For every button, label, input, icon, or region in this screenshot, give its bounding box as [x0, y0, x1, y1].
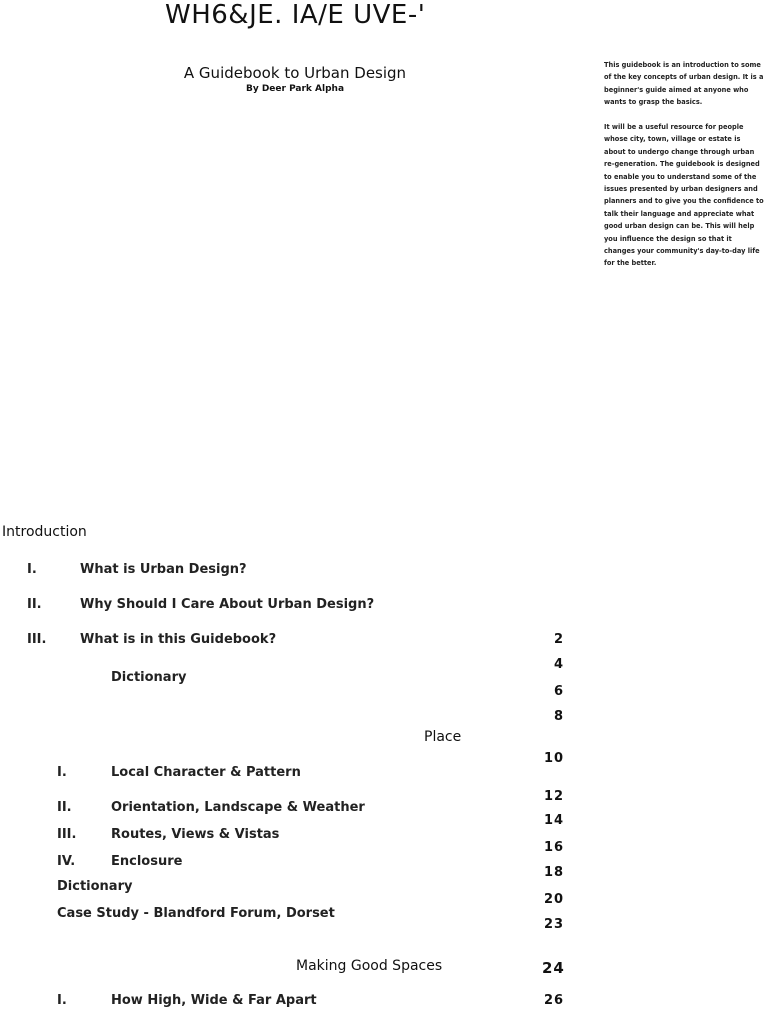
toc-numeral: I. [57, 765, 67, 780]
intro-paragraph-2: It will be a useful resource for people whose city, town, village or estate is about to undergo change through urban re-generation. The guidebook is designed to enable you to understand some of the issues presented by urban designers and planners and to give you the confidence to talk their language and appreciate what good urban design can be. This will help you influence the design so that it changes your community's day-to-day life for the better. [604, 123, 764, 268]
toc-introduction-heading: Introduction [2, 524, 87, 540]
toc-item-whats-in-guidebook: What is in this Guidebook? [80, 632, 277, 647]
toc-page-number: 24 [542, 959, 565, 977]
author-byline: By Deer Park Alpha [245, 84, 345, 94]
toc-item-case-study: Case Study - Blandford Forum, Dorset [57, 906, 335, 921]
toc-page-number: 18 [544, 865, 565, 880]
page-title-garbled: WH6&JE. IA/E UVE-' [165, 0, 426, 30]
toc-page-number: 8 [554, 709, 565, 724]
toc-item-why-care: Why Should I Care About Urban Design? [80, 597, 375, 612]
toc-item-what-is-urban-design: What is Urban Design? [80, 562, 247, 577]
toc-item-local-character: Local Character & Pattern [111, 765, 301, 780]
toc-page-number: 14 [544, 813, 565, 828]
toc-page-number: 26 [544, 993, 565, 1008]
toc-making-good-spaces-heading: Making Good Spaces [296, 958, 443, 974]
toc-page-number: 2 [554, 632, 565, 647]
toc-numeral: II. [27, 597, 42, 612]
toc-numeral: I. [27, 562, 37, 577]
toc-page-number: 12 [544, 789, 565, 804]
toc-numeral: III. [27, 632, 47, 647]
toc-item-how-high-wide: How High, Wide & Far Apart [111, 993, 317, 1008]
toc-page-number: 4 [554, 657, 565, 672]
toc-numeral: III. [57, 827, 77, 842]
toc-page-number: 23 [544, 917, 565, 932]
toc-numeral: IV. [57, 854, 76, 869]
toc-item-dictionary: Dictionary [111, 670, 187, 685]
guidebook-title: A Guidebook to Urban Design [183, 64, 407, 82]
intro-paragraph-1: This guidebook is an introduction to some of the key concepts of urban design. It is a beginner's guide aimed at anyone who wants to grasp the basics. [604, 61, 764, 107]
toc-page-number: 6 [554, 684, 565, 699]
intro-blurb [604, 59, 764, 282]
toc-place-heading: Place [424, 729, 462, 745]
toc-page-number: 16 [544, 840, 565, 855]
toc-item-orientation: Orientation, Landscape & Weather [111, 800, 365, 815]
toc-page-number: 10 [544, 751, 565, 766]
toc-item-dictionary: Dictionary [57, 879, 133, 894]
toc-item-routes-views: Routes, Views & Vistas [111, 827, 280, 842]
toc-page-number: 20 [544, 892, 565, 907]
toc-numeral: II. [57, 800, 72, 815]
toc-numeral: I. [57, 993, 67, 1008]
toc-item-enclosure: Enclosure [111, 854, 183, 869]
